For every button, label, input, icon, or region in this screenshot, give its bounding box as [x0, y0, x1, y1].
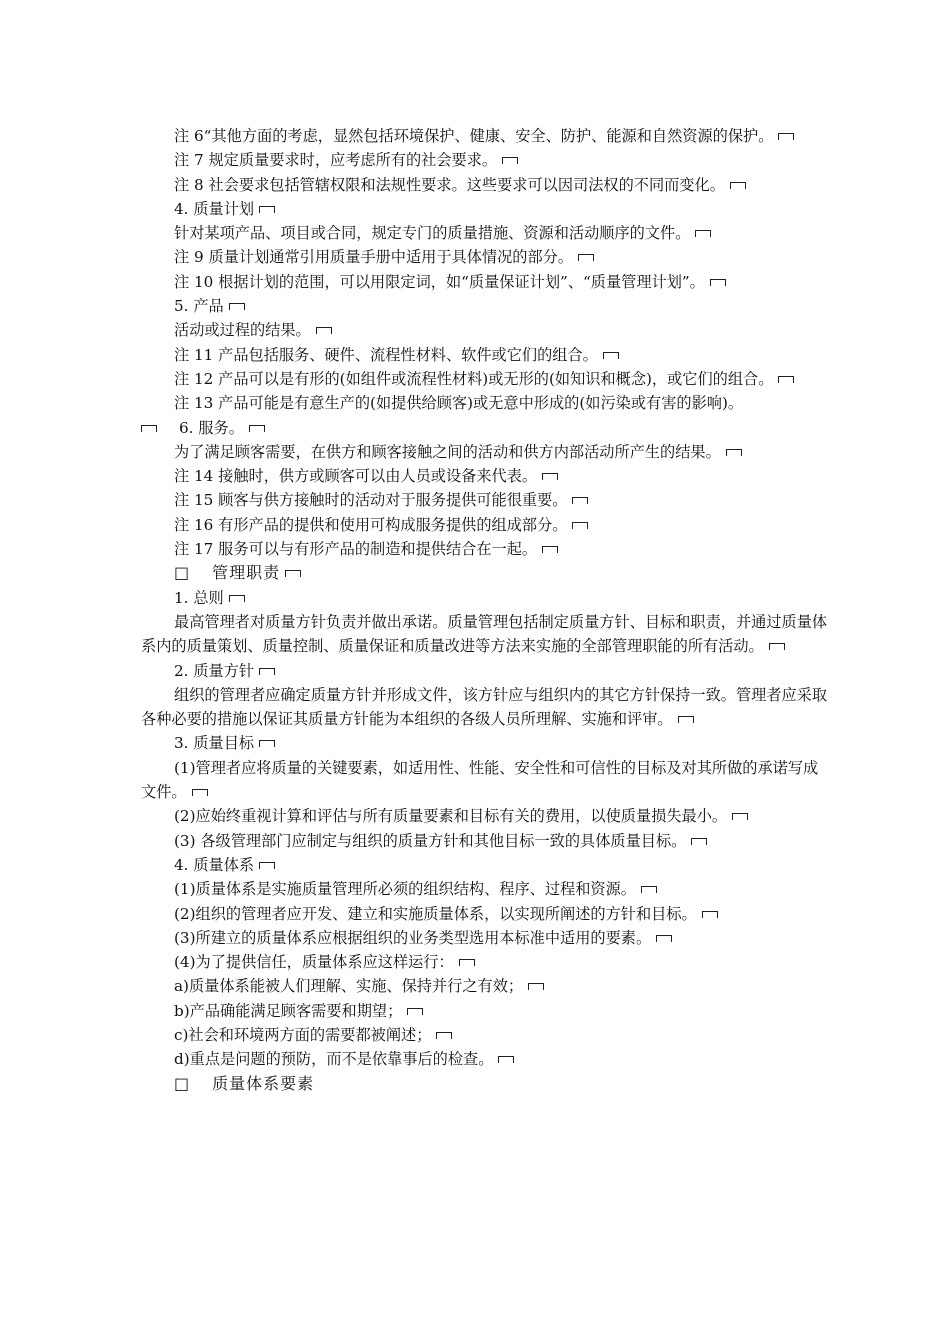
paragraph-mark-icon [285, 570, 301, 577]
list-item-a: a)质量体系能被人们理解、实施、保持并行之有效； [141, 974, 830, 998]
paragraph-mark-icon [229, 595, 245, 602]
paragraph-system-3: (3)所建立的质量体系应根据组织的业务类型选用本标准中适用的要素。 [141, 926, 830, 950]
paragraph-note-11: 注 11 产品包括服务、硬件、流程性材料、软件或它们的组合。 [141, 343, 830, 367]
paragraph-mark-icon [259, 206, 275, 213]
paragraph-system-2: (2)组织的管理者应开发、建立和实施质量体系，以实现所阐述的方针和目标。 [141, 902, 830, 926]
paragraph-system-4: (4)为了提供信任，质量体系应这样运行： [141, 950, 830, 974]
paragraph-system-1: (1)质量体系是实施质量管理所必须的组织结构、程序、过程和资源。 [141, 877, 830, 901]
paragraph-note-16: 注 16 有形产品的提供和使用可构成服务提供的组成部分。 [141, 513, 830, 537]
paragraph-mark-icon [259, 740, 275, 747]
list-item-b: b)产品确能满足顾客需要和期望； [141, 999, 830, 1023]
paragraph-general-body: 最高管理者对质量方针负责并做出承诺。质量管理包括制定质量方针、目标和职责，并通过质量体系内的质量策划、质量控制、质量保证和质量改进等方法来实施的全部管理职能的所有活动。 [141, 612, 828, 656]
paragraph-quality-policy-body: 组织的管理者应确定质量方针并形成文件，该方针应与组织内的其它方针保持一致。管理者应采取各种必要的措施以保证其质量方针能为本组织的各级人员所理解、实施和评审。 [141, 685, 828, 729]
paragraph-note-14: 注 14 接触时，供方或顾客可以由人员或设备来代表。 [141, 464, 830, 488]
paragraph-mark-icon [656, 935, 672, 942]
checkbox-square-icon: □ [174, 1073, 191, 1093]
paragraph-note-13: 注 13 产品可能是有意生产的(如提供给顾客)或无意中形成的(如污染或有害的影响)。 [174, 394, 744, 413]
paragraph-note-10: 注 10 根据计划的范围，可以用限定词，如“质量保证计划”、“质量管理计划”。 [141, 270, 830, 294]
paragraph-mark-icon [192, 789, 208, 796]
paragraph-note-15: 注 15 顾客与供方接触时的活动对于服务提供可能很重要。 [141, 488, 830, 512]
section-quality-system: 4. 质量体系 [141, 853, 830, 877]
paragraph-service-def: 为了满足顾客需要，在供方和顾客接触之间的活动和供方内部活动所产生的结果。 [141, 440, 830, 464]
paragraph-mark-icon [769, 643, 785, 650]
paragraph-mark-icon [641, 886, 657, 893]
paragraph-mark-icon [141, 425, 157, 432]
paragraph-mark-icon [542, 473, 558, 480]
section-general: 1. 总则 [141, 586, 830, 610]
paragraph-mark-icon [459, 959, 475, 966]
paragraph-mark-icon [229, 303, 245, 310]
list-item-c: c)社会和环境两方面的需要都被阐述； [141, 1023, 830, 1047]
paragraph-mark-icon [436, 1032, 452, 1039]
paragraph-mark-icon [572, 522, 588, 529]
paragraph-mark-icon [498, 1056, 514, 1063]
paragraph-mark-icon [578, 254, 594, 261]
paragraph-mark-icon [732, 813, 748, 820]
paragraph-mark-icon [778, 133, 794, 140]
checkbox-square-icon: □ [174, 563, 191, 583]
paragraph-mark-icon [259, 862, 275, 869]
section-quality-plan: 4. 质量计划 [141, 197, 830, 221]
paragraph-mark-icon [695, 230, 711, 237]
heading-management-responsibility: □ 管理职责 [141, 561, 830, 585]
paragraph-mark-icon [542, 546, 558, 553]
paragraph-mark-icon [502, 157, 518, 164]
paragraph-mark-icon [702, 911, 718, 918]
paragraph-objective-1: (1)管理者应将质量的关键要素，如适用性、性能、安全性和可信性的目标及对其所做的承诺写成文件。 [141, 758, 819, 802]
paragraph-mark-icon [316, 327, 332, 334]
list-item-d: d)重点是问题的预防，而不是依靠事后的检查。 [141, 1047, 830, 1071]
paragraph-mark-icon [528, 983, 544, 990]
paragraph-mark-icon [778, 376, 794, 383]
section-service: 6. 服务。 [141, 416, 830, 440]
section-quality-policy: 2. 质量方针 [141, 659, 830, 683]
paragraph-mark-icon [678, 716, 694, 723]
paragraph-mark-icon [726, 449, 742, 456]
section-quality-objectives: 3. 质量目标 [141, 731, 830, 755]
paragraph-note-6: 注 6“其他方面的考虑，显然包括环境保护、健康、安全、防护、能源和自然资源的保护。 [141, 124, 830, 148]
paragraph-note-8: 注 8 社会要求包括管辖权限和法规性要求。这些要求可以因司法权的不同而变化。 [141, 173, 830, 197]
paragraph-quality-plan-def: 针对某项产品、项目或合同，规定专门的质量措施、资源和活动顺序的文件。 [141, 221, 830, 245]
paragraph-mark-icon [572, 497, 588, 504]
paragraph-note-9: 注 9 质量计划通常引用质量手册中适用于具体情况的部分。 [141, 245, 830, 269]
paragraph-mark-icon [730, 182, 746, 189]
paragraph-note-17: 注 17 服务可以与有形产品的制造和提供结合在一起。 [141, 537, 830, 561]
paragraph-product-def: 活动或过程的结果。 [141, 318, 830, 342]
paragraph-objective-3: (3) 各级管理部门应制定与组织的质量方针和其他目标一致的具体质量目标。 [141, 829, 830, 853]
paragraph-note-12: 注 12 产品可以是有形的(如组件或流程性材料)或无形的(如知识和概念)，或它们的组合。 [141, 367, 830, 391]
paragraph-mark-icon [259, 668, 275, 675]
heading-quality-system-elements: □ 质量体系要素 [174, 1073, 315, 1093]
paragraph-note-7: 注 7 规定质量要求时，应考虑所有的社会要求。 [141, 148, 830, 172]
paragraph-mark-icon [603, 352, 619, 359]
paragraph-objective-2: (2)应始终重视计算和评估与所有质量要素和目标有关的费用，以使质量损失最小。 [141, 804, 830, 828]
paragraph-mark-icon [249, 425, 265, 432]
paragraph-mark-icon [691, 838, 707, 845]
paragraph-mark-icon [710, 279, 726, 286]
paragraph-mark-icon [407, 1008, 423, 1015]
section-product: 5. 产品 [141, 294, 830, 318]
